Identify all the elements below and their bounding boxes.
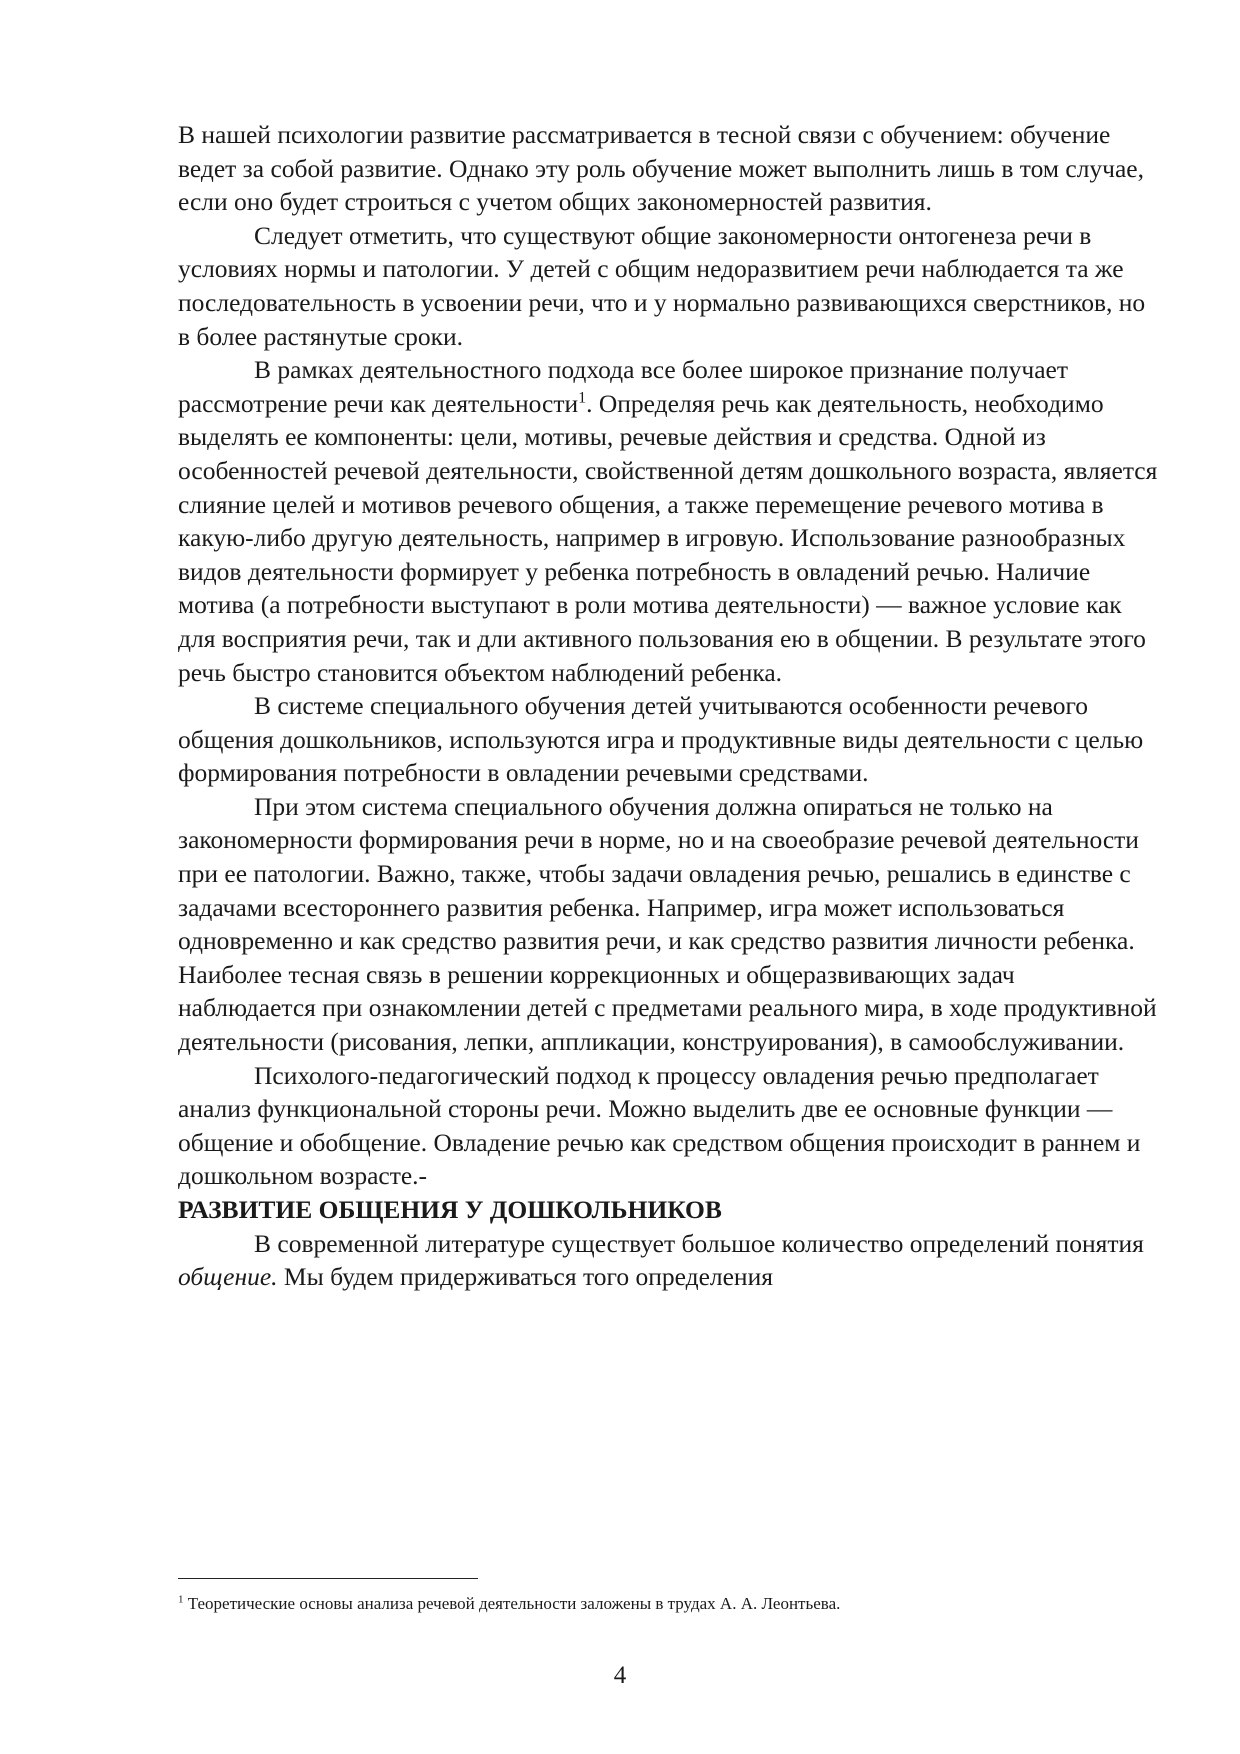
page-number: 4: [613, 1662, 627, 1689]
emphasized-term: общение.: [178, 1262, 278, 1292]
footnote-text: Теоретические основы анализа речевой деятельности заложены в трудах А. А. Леонтьева.: [183, 1594, 841, 1613]
section-heading: РАЗВИТИЕ ОБЩЕНИЯ У ДОШКОЛЬНИКОВ: [178, 1195, 722, 1224]
paragraph-4: В системе специального обучения детей учитываются особенности речевого общения дошкольников, используются игра и продуктивные виды деятельности с целью формирования потребности в овладении речевыми средствами.: [178, 691, 1144, 788]
footnote: [178, 1593, 1158, 1615]
section-paragraph-1: [178, 1227, 1158, 1294]
paragraph-3-end: . Определяя речь как деятельность, необходимо выделять ее компоненты: цели, мотивы, речевые действия и средства. Одной из особенностей речевой деятельности, свойственной детям дошкольного возраста, является слияние целей и мотивов речевого общения, а также перемещение речевого мотива в какую-либо другую деятельность, например в игровую. Использование разнообразных видов деятельности формирует у ребенка потребность в овладений речью. Наличие мотива (а потребности выступают в роли мотива деятельности) — важное условие как для восприятия речи, так и дли активного пользования ею в общении. В результате этого речь быстро становится объектом наблюдений ребенка.: [178, 388, 1158, 687]
section-paragraph-start: В современной литературе существует большое количество определений понятия: [254, 1228, 1144, 1258]
section-paragraph-end: Мы будем придерживаться того определения: [277, 1262, 773, 1292]
paragraph-3-start: В рамках деятельностного подхода все более широкое признание получает рассмотрение речи как деятельности: [178, 355, 1068, 418]
footnote-marker: 1: [178, 1593, 184, 1606]
paragraph-3: [178, 353, 1158, 689]
footnote-reference[interactable]: 1: [578, 389, 587, 407]
paragraph-6: Психолого-педагогический подход к процессу овладения речью предполагает анализ функциональной стороны речи. Можно выделить две ее основные функции — общение и обобщение. Овладение речью как средством общения происходит в раннем и дошкольном возрасте.-: [178, 1060, 1141, 1191]
paragraph-1: В нашей психологии развитие рассматривается в тесной связи с обучением: обучение ведет за собой развитие. Однако эту роль обучение может выполнить лишь в том случае, если оно будет строиться с учетом общих закономерностей развития.: [178, 120, 1144, 217]
footnote-separator: [178, 1578, 478, 1579]
paragraph-5: При этом система специального обучения должна опираться не только на закономерности формирования речи в норме, но и на своеобразие речевой деятельности при ее патологии. Важно, также, чтобы задачи овладения речью, решались в единстве с задачами всестороннего развития ребенка. Например, игра может использоваться одновременно и как средство развития речи, и как средство развития личности ребенка. Наиболее тесная связь в решении коррекционных и общеразвивающих задач наблюдается при ознакомлении детей с предметами реального мира, в ходе продуктивной деятельности (рисования, лепки, аппликации, конструирования), в самообслуживании.: [178, 791, 1157, 1057]
main-text: [178, 118, 1158, 1294]
paragraph-2: Следует отметить, что существуют общие закономерности онтогенеза речи в условиях нормы и патологии. У детей с общим недоразвитием речи наблюдается та же последовательность в усвоении речи, что и у нормально развивающихся сверстников, но в более растянутые сроки.: [178, 220, 1146, 351]
